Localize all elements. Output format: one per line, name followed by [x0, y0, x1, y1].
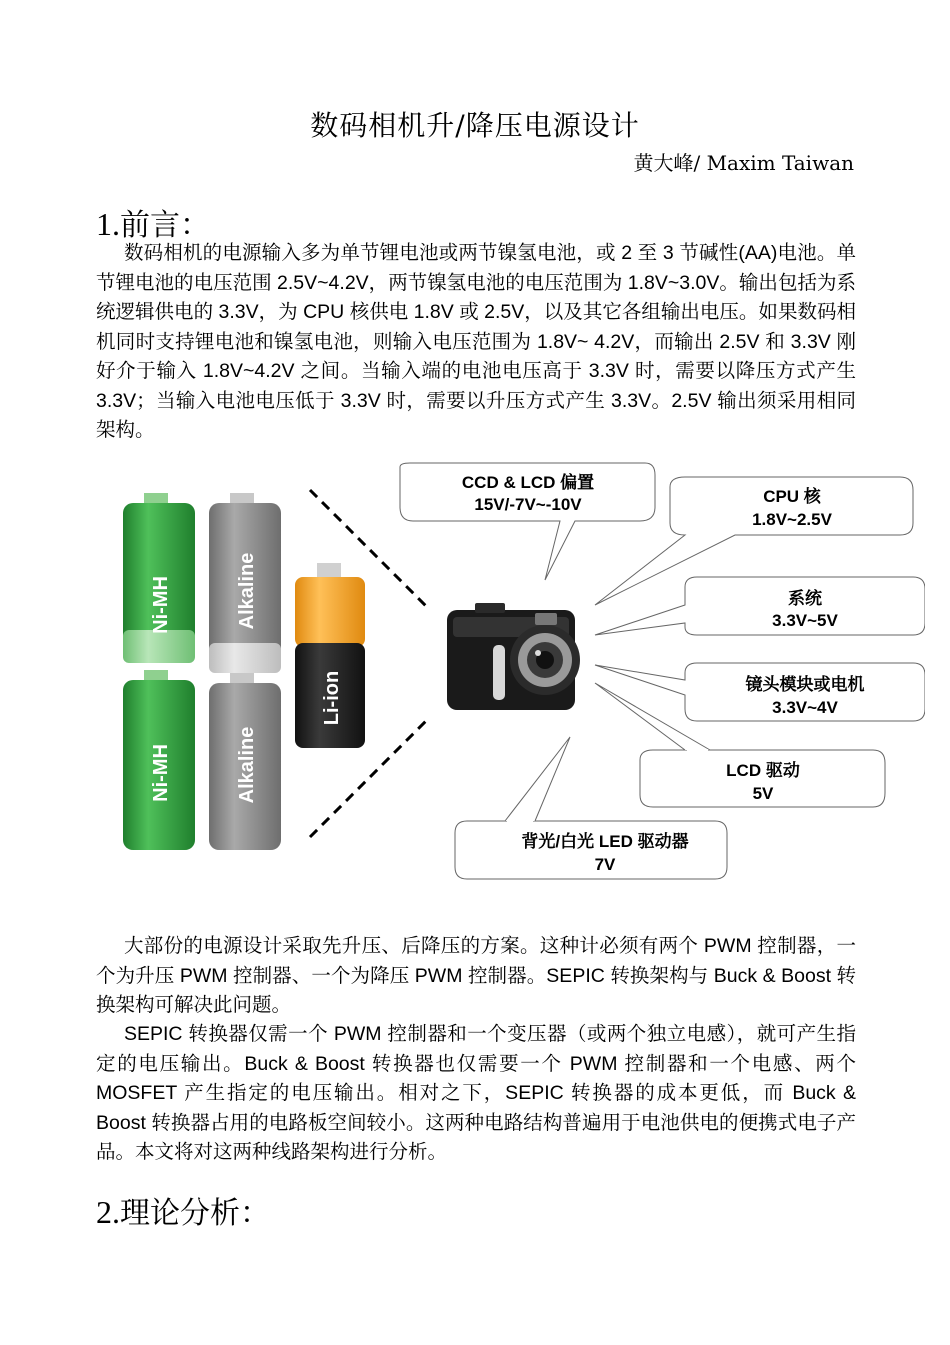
battery-label-liion: Li-ion [321, 670, 343, 726]
battery-alkaline-top [209, 493, 281, 673]
paragraph-3: SEPIC 转换器仅需一个 PWM 控制器和一个变压器（或两个独立电感），就可产生指定的电压输出。Buck & Boost 转换器也仅需要一个 PWM 控制器和一个电感、两个 MOSFET 产生指定的电压输出。相对之下，SEPIC 转换器的成本更低，而 Buck & Boost 转换器占用的电路板空间较小。这两种电路结构普遍用于电池供电的便携式电子产品。本文将对这两种线路架构进行分析。 [96, 1023, 856, 1163]
section-2-title: 理论分析： [120, 1196, 270, 1231]
battery-label-alkaline-top: Alkaline [236, 552, 258, 630]
callout-ccd-lcd-bias [400, 463, 655, 580]
callout-system-line2: 3.3V~5V [772, 611, 838, 630]
callout-backlight-line2: 7V [594, 855, 616, 874]
battery-label-nimh-bottom: Ni-MH [150, 744, 172, 802]
callout-system-line1: 系统 [788, 589, 822, 608]
callout-cpu-line2: 1.8V~2.5V [752, 510, 832, 529]
callout-backlight-line1: 背光/白光 LED 驱动器 [521, 832, 689, 851]
callout-lcd-line2: 5V [752, 784, 774, 803]
battery-nimh-bottom [123, 670, 195, 850]
battery-alkaline-bottom [209, 673, 281, 850]
camera-icon [447, 603, 580, 710]
callout-lens-line2: 3.3V~4V [772, 698, 838, 717]
callout-lens-line1: 镜头模块或电机 [745, 675, 865, 694]
callout-system [595, 577, 925, 635]
callout-lcd-line1: LCD 驱动 [726, 761, 800, 780]
paragraph-2: 大部份的电源设计采取先升压、后降压的方案。这种计必须有两个 PWM 控制器，一个为升压 PWM 控制器、一个为降压 PWM 控制器。SEPIC 转换架构与 Buck & Boost 转换架构可解决此问题。 [96, 935, 856, 1016]
battery-label-alkaline-bottom: Alkaline [236, 726, 258, 804]
callout-ccd-line1: CCD & LCD 偏置 [461, 473, 595, 492]
power-diagram-figure [95, 455, 925, 895]
section-1-heading [96, 200, 210, 244]
section-1-number: 1. [96, 206, 120, 242]
section-2-heading [96, 1188, 270, 1232]
author-line: 黄大峰/ Maxim Taiwan [633, 151, 854, 175]
battery-label-nimh-top: Ni-MH [150, 576, 172, 634]
document-title: 数码相机升/降压电源设计 [310, 109, 640, 142]
section-1-title: 前言： [120, 208, 210, 243]
callout-ccd-line2: 15V/-7V~-10V [474, 495, 582, 514]
section-2-number: 2. [96, 1194, 120, 1230]
intro-paragraph: 数码相机的电源输入多为单节锂电池或两节镍氢电池，或 2 至 3 节碱性(AA)电池。单节锂电池的电压范围 2.5V~4.2V，两节镍氢电池的电压范围为 1.8V~3.0V。输出包括为系统逻辑供电的 3.3V，为 CPU 核供电 1.8V 或 2.5V，以及其它各组输出电压。如果数码相机同时支持锂电池和镍氢电池，则输入电压范围为 1.8V~ 4.2V，而输出 2.5V 和 3.3V 刚好介于输入 1.8V~4.2V 之间。当输入端的电池电压高于 3.3V 时，需要以降压方式产生 3.3V；当输入电池电压低于 3.3V 时，需要以升压方式产生 3.3V。2.5V 输出须采用相同架构。 [96, 242, 856, 441]
battery-nimh-top [123, 493, 195, 663]
callout-cpu-line1: CPU 核 [763, 487, 821, 506]
battery-liion [295, 563, 365, 748]
